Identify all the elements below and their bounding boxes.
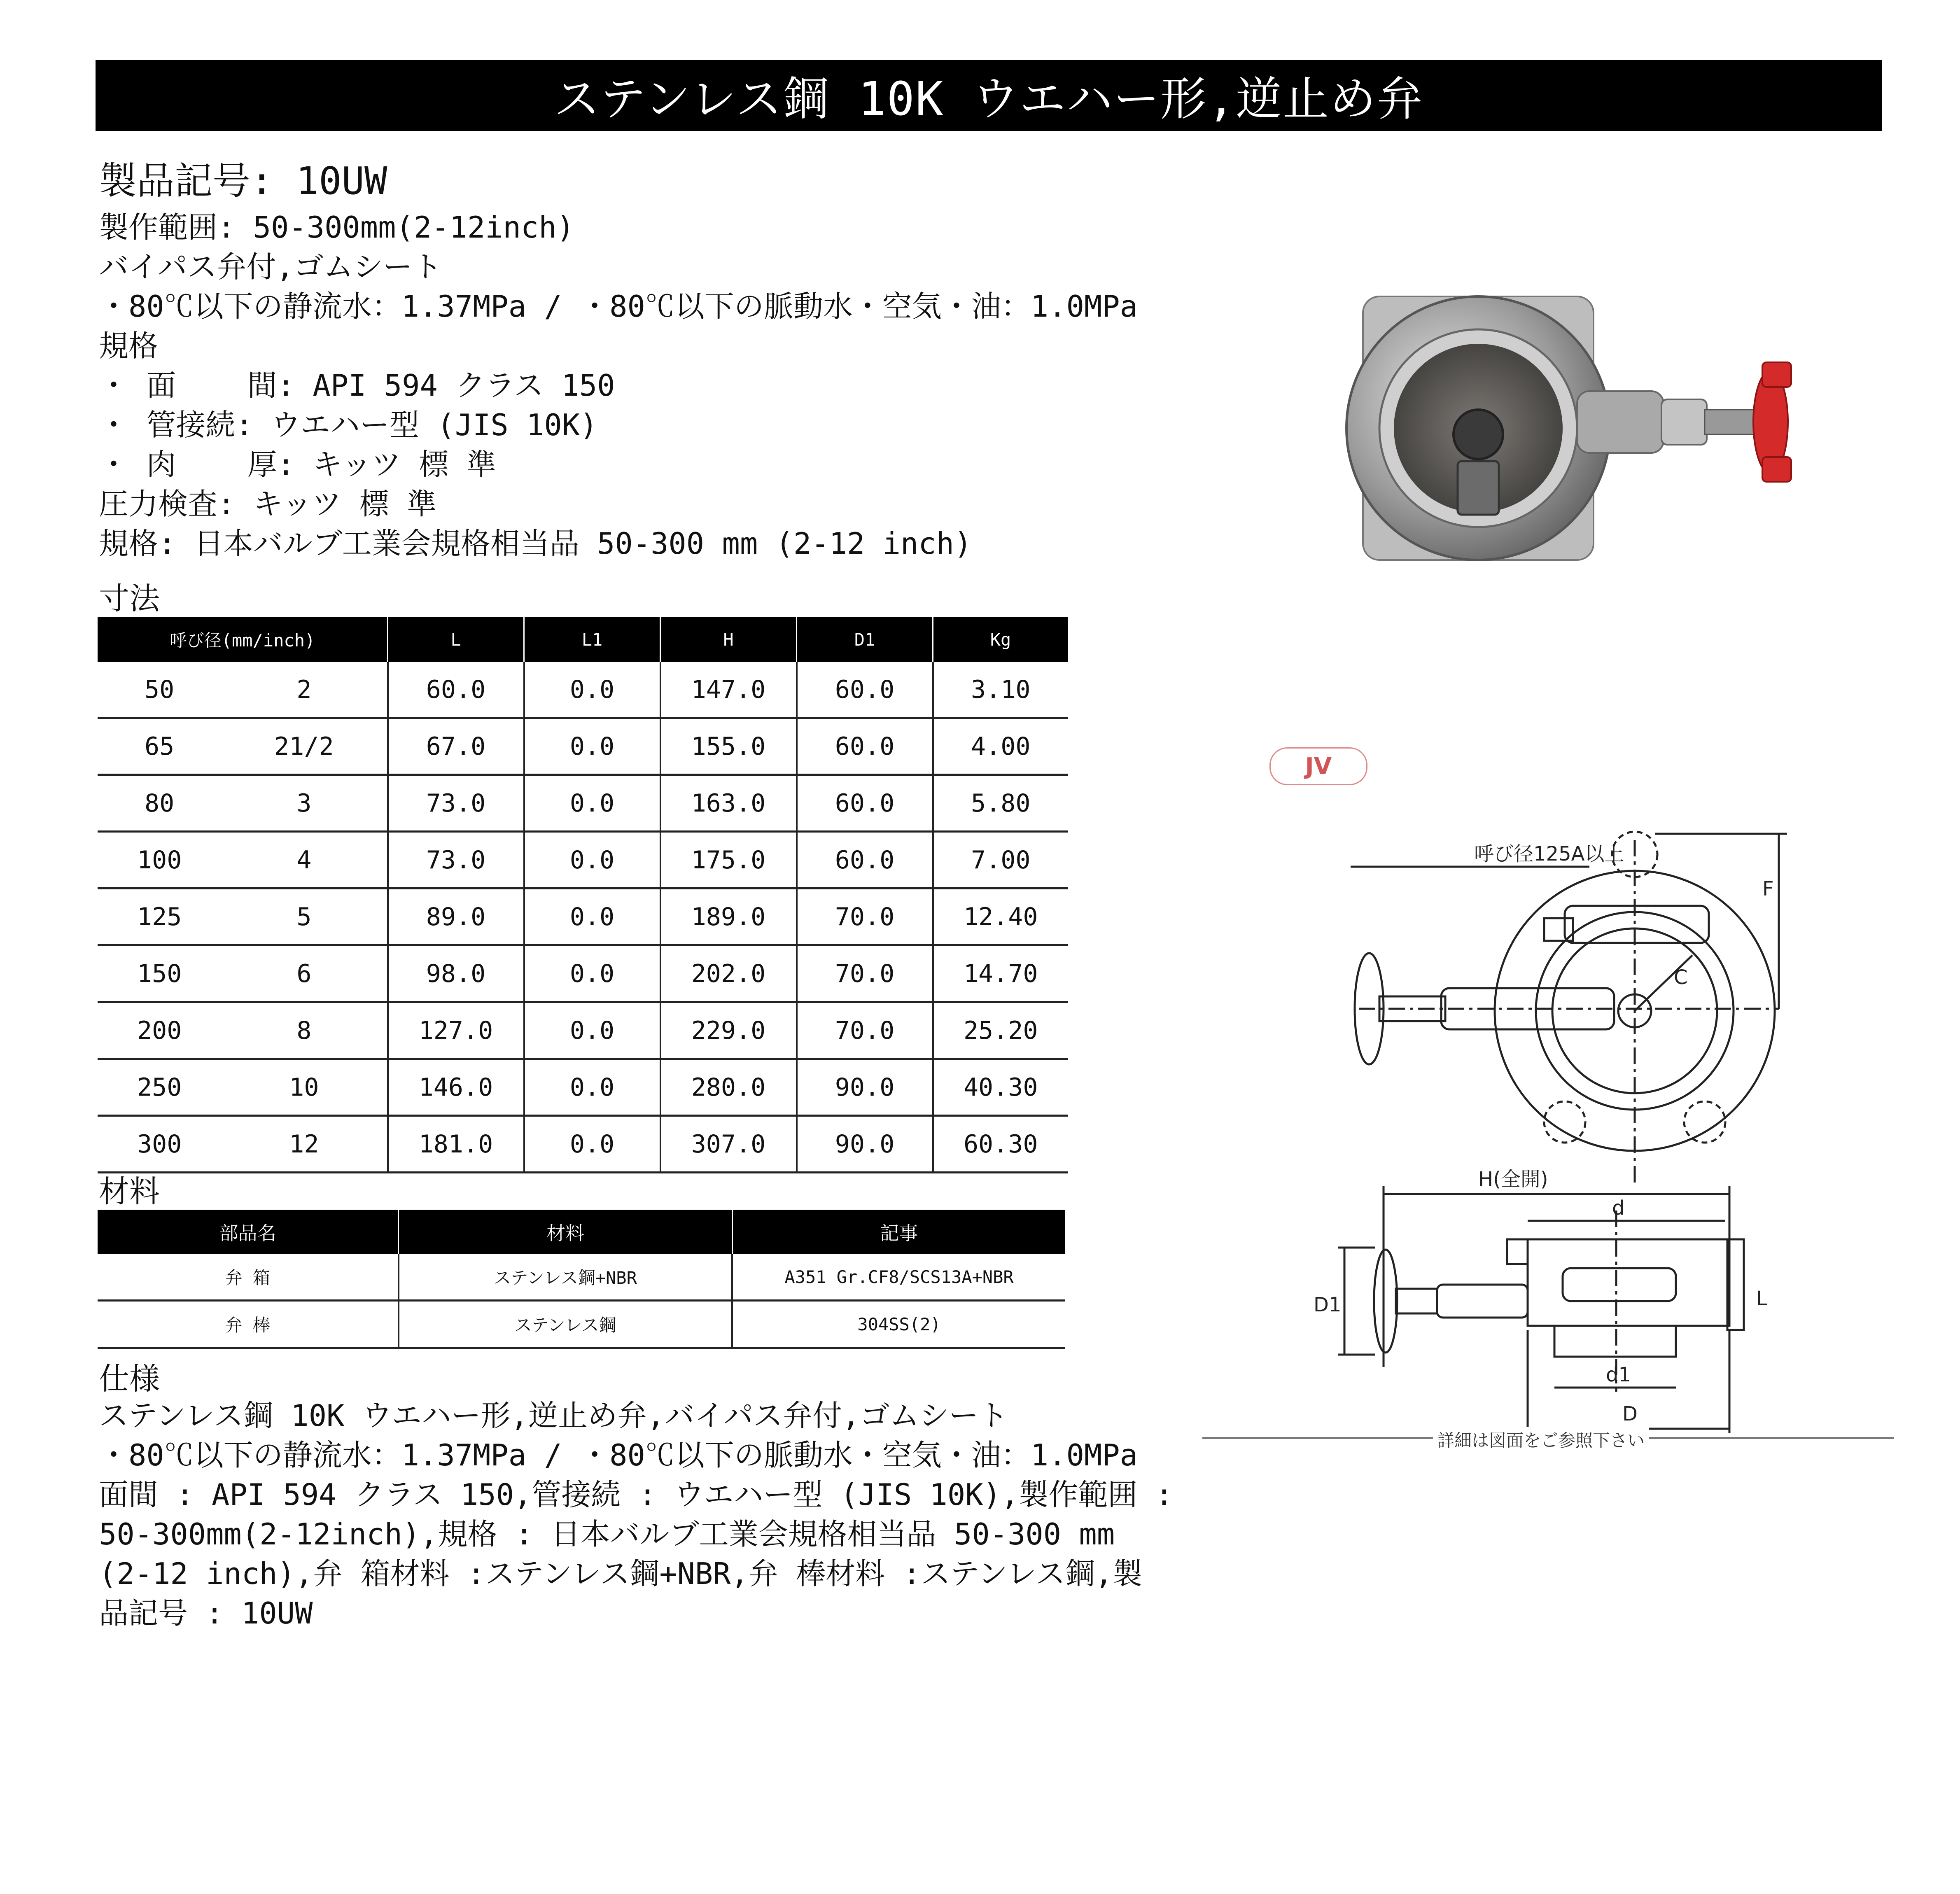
drawing-label-d-small: d [1612, 1197, 1625, 1220]
info-line: ・ 肉 厚: キッツ 標 準 [99, 447, 496, 482]
table-row [98, 775, 1068, 832]
info-line: バイパス弁付,ゴムシート [99, 250, 442, 284]
info-line: ・80℃以下の静流水：1.37MPa / ・80℃以下の脈動水・空気・油：1.0MPa [99, 289, 1138, 324]
spec-line: 面間 : API 594 クラス 150,管接続 : ウエハー型 (JIS 10K),製作範囲 : [99, 1477, 1173, 1512]
cell: 147.0 [660, 662, 797, 718]
cell: 80 [98, 775, 221, 832]
drawing-label-l: L [1756, 1287, 1767, 1310]
cell: 50 [98, 662, 221, 718]
cell: 弁 箱 [98, 1254, 399, 1301]
cell: 8 [221, 1002, 387, 1059]
cell: 90.0 [797, 1116, 933, 1173]
cell: 0.0 [524, 775, 660, 832]
cell: 70.0 [797, 945, 933, 1002]
table-row [98, 718, 1068, 775]
column-header: 部品名 [98, 1210, 399, 1254]
cell: 60.0 [797, 832, 933, 889]
cell: 60.30 [933, 1116, 1068, 1173]
cell: 202.0 [660, 945, 797, 1002]
cell: 0.0 [524, 945, 660, 1002]
cell: 229.0 [660, 1002, 797, 1059]
cell: 12 [221, 1116, 387, 1173]
table-row [98, 1116, 1068, 1173]
cell: 5 [221, 889, 387, 945]
cell: ステンレス鋼+NBR [399, 1254, 732, 1301]
cell: 70.0 [797, 889, 933, 945]
handwheel-icon [1753, 362, 1791, 482]
cell: 189.0 [660, 889, 797, 945]
cell: 100 [98, 832, 221, 889]
table-row [98, 889, 1068, 945]
cell: 0.0 [524, 1002, 660, 1059]
dimensions-heading: 寸法 [99, 581, 160, 616]
cell: ステンレス鋼 [399, 1301, 732, 1348]
cell: 98.0 [388, 945, 524, 1002]
cell: 5.80 [933, 775, 1068, 832]
cell: 125 [98, 889, 221, 945]
column-header: L [388, 617, 524, 662]
cell: 2 [221, 662, 387, 718]
cell: 弁 棒 [98, 1301, 399, 1348]
drawing-note: 詳細は図面をご参照下さい [1433, 1427, 1649, 1452]
spec-text [99, 1396, 1178, 1633]
cell: 0.0 [524, 662, 660, 718]
column-header: L1 [524, 617, 660, 662]
table-row [98, 1002, 1068, 1059]
cell: 163.0 [660, 775, 797, 832]
cell: 10 [221, 1059, 387, 1116]
drawing-label-d1: d1 [1606, 1363, 1631, 1386]
cell: 0.0 [524, 718, 660, 775]
table-row [98, 1301, 1065, 1348]
cell: 70.0 [797, 1002, 933, 1059]
cell: 60.0 [388, 662, 524, 718]
cell: 3 [221, 775, 387, 832]
info-line: 圧力検査: キッツ 標 準 [99, 487, 436, 521]
cell: 14.70 [933, 945, 1068, 1002]
materials-table [98, 1210, 1065, 1349]
drawing-label-h: H(全開) [1478, 1168, 1548, 1191]
table-row [98, 832, 1068, 889]
product-photo [1326, 288, 1836, 585]
column-header: Kg [933, 617, 1068, 662]
drawing-label-d-large: D [1622, 1402, 1638, 1425]
cell: 200 [98, 1002, 221, 1059]
cell: 250 [98, 1059, 221, 1116]
cell: 73.0 [388, 832, 524, 889]
jv-badge: JV [1269, 747, 1367, 785]
cell: 146.0 [388, 1059, 524, 1116]
info-line: ・ 管接続: ウエハー型 (JIS 10K) [99, 408, 598, 442]
column-header: H [660, 617, 797, 662]
cell: 181.0 [388, 1116, 524, 1173]
cell: 21/2 [221, 718, 387, 775]
spec-line: (2-12 inch),弁 箱材料 :ステンレス鋼+NBR,弁 棒材料 :ステンレス鋼,製 [99, 1556, 1143, 1591]
info-line: 規格: 日本バルブ工業会規格相当品 50-300 mm (2-12 inch) [99, 526, 972, 561]
cell: 12.40 [933, 889, 1068, 945]
info-line: 製作範囲: 50-300mm(2-12inch) [99, 210, 574, 245]
drawing-label-f: F [1762, 877, 1774, 900]
cell: 40.30 [933, 1059, 1068, 1116]
cell: 150 [98, 945, 221, 1002]
cell: 3.10 [933, 662, 1068, 718]
page-title: ステンレス鋼 10K ウエハー形,逆止め弁 [96, 60, 1882, 131]
cell: 4 [221, 832, 387, 889]
drawing-label-c: C [1674, 966, 1688, 989]
table-header-row [98, 1210, 1065, 1254]
cell: 0.0 [524, 889, 660, 945]
cell: 60.0 [797, 662, 933, 718]
table-header-row [98, 617, 1068, 662]
cell: 67.0 [388, 718, 524, 775]
spec-heading: 仕様 [99, 1361, 160, 1397]
cell: 6 [221, 945, 387, 1002]
info-line: 規格 [99, 329, 159, 363]
cell: 280.0 [660, 1059, 797, 1116]
cell: 300 [98, 1116, 221, 1173]
column-header: 記事 [732, 1210, 1065, 1254]
product-code: 製品記号: 10UW [99, 159, 387, 203]
cell: 60.0 [797, 775, 933, 832]
cell: 155.0 [660, 718, 797, 775]
cell: 4.00 [933, 718, 1068, 775]
cell: 73.0 [388, 775, 524, 832]
technical-drawing [1202, 815, 1894, 1458]
cell: 65 [98, 718, 221, 775]
cell: 307.0 [660, 1116, 797, 1173]
spec-line: ステンレス鋼 10K ウエハー形,逆止め弁,バイパス弁付,ゴムシート [99, 1398, 1008, 1433]
cell: 60.0 [797, 718, 933, 775]
column-header: D1 [797, 617, 933, 662]
cell: 175.0 [660, 832, 797, 889]
product-info [99, 156, 1186, 563]
spec-line: 50-300mm(2-12inch),規格 : 日本バルブ工業会規格相当品 50-300 mm [99, 1517, 1115, 1551]
cell: 0.0 [524, 1116, 660, 1173]
spec-line: 品記号 : 10UW [99, 1596, 313, 1630]
spec-line: ・80℃以下の静流水：1.37MPa / ・80℃以下の脈動水・空気・油：1.0MPa [99, 1438, 1138, 1472]
drawing-label-d1-upper: D1 [1314, 1293, 1342, 1316]
cell: A351 Gr.CF8/SCS13A+NBR [732, 1254, 1065, 1301]
table-row [98, 1254, 1065, 1301]
dimensions-table [98, 617, 1068, 1173]
table-row [98, 1059, 1068, 1116]
cell: 7.00 [933, 832, 1068, 889]
cell: 90.0 [797, 1059, 933, 1116]
cell: 0.0 [524, 1059, 660, 1116]
cell: 25.20 [933, 1002, 1068, 1059]
column-header: 呼び径(mm/inch) [98, 617, 388, 662]
table-row [98, 662, 1068, 718]
column-header: 材料 [399, 1210, 732, 1254]
table-row [98, 945, 1068, 1002]
cell: 0.0 [524, 832, 660, 889]
cell: 89.0 [388, 889, 524, 945]
info-line: ・ 面 間: API 594 クラス 150 [99, 368, 615, 403]
materials-heading: 材料 [99, 1174, 160, 1209]
cell: 304SS(2) [732, 1301, 1065, 1348]
drawing-size-note: 呼び径125A以上 [1474, 842, 1624, 865]
cell: 127.0 [388, 1002, 524, 1059]
